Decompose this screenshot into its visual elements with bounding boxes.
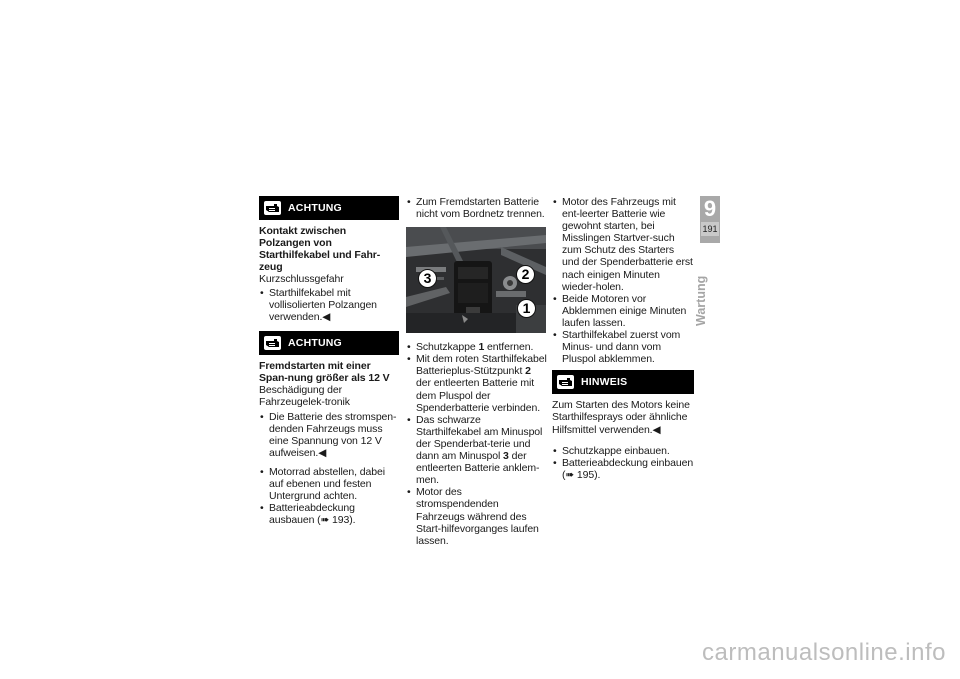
note-hand-icon (557, 375, 574, 389)
callout-1: 1 (517, 299, 536, 318)
column-middle (406, 196, 547, 547)
notice-hinweis (552, 370, 694, 394)
list-item: • Schutzkappe 1 entfernen. (406, 341, 547, 353)
list-item: • Schutzkappe einbauen. (552, 445, 694, 457)
warning-text-short-circuit: Kurzschlussgefahr (259, 273, 344, 285)
list-item: • Motorrad abstellen, dabei auf ebenen und festen Untergrund achten. (259, 466, 399, 502)
column-right (552, 196, 694, 481)
warning-heading-voltage: Fremdstarten mit einer Span-nung größer als 12 V (259, 360, 390, 385)
chapter-tab (700, 196, 720, 243)
bullet-list (552, 196, 694, 365)
note-text: Zum Starten des Motors keine Starthilfesprays oder ähnliche Hilfsmittel verwenden.◀ (552, 399, 690, 436)
list-item: • Das schwarze Starthilfekabel am Minuspol der Spenderbat-terie und dann am Minuspol 3 der entleerten Batterie anklem-men. (406, 414, 547, 487)
battery-jumpstart-photo (406, 227, 546, 333)
list-item: • Die Batterie des stromspen-denden Fahrzeugs muss eine Spannung von 12 V aufweisen.◀ (259, 411, 399, 459)
notice-achtung-1 (259, 196, 399, 220)
watermark: carmanualsonline.info (702, 639, 946, 666)
list-item: • Starthilfekabel zuerst vom Minus- und dann vom Pluspol abklemmen. (552, 329, 694, 365)
callout-3: 3 (418, 269, 437, 288)
bullet-list (259, 411, 399, 459)
warning-hand-icon (264, 201, 281, 215)
warning-text-damage: Beschädigung der Fahrzeugelek-tronik (259, 384, 350, 409)
bullet-list (406, 341, 547, 547)
list-item: • Starthilfekabel mit vollisolierten Polzangen verwenden.◀ (259, 287, 399, 323)
notice-label: HINWEIS (581, 376, 628, 389)
list-item: • Motor des stromspendenden Fahrzeugs während des Start-hilfevorganges laufen lassen. (406, 486, 547, 546)
section-side-label: Wartung (694, 275, 708, 326)
warning-hand-icon (264, 336, 281, 350)
callout-2: 2 (516, 265, 535, 284)
chapter-number: 9 (703, 196, 717, 221)
list-item: • Beide Motoren vor Abklemmen einige Minuten laufen lassen. (552, 293, 694, 329)
bullet-list (259, 466, 399, 526)
warning-heading-contact: Kontakt zwischen Polzangen von Starthilfekabel und Fahr-zeug (259, 225, 381, 273)
bullet-list (259, 287, 399, 323)
list-item: • Mit dem roten Starthilfekabel Batterieplus-Stützpunkt 2 der entleerten Batterie mit dem Pluspol der Spenderbatterie verbinden. (406, 353, 547, 413)
list-item: • Batterieabdeckung einbauen (➠ 195). (552, 457, 694, 481)
column-left (259, 196, 399, 526)
bullet-list (406, 196, 547, 220)
bullet-list (552, 445, 694, 481)
page-number: 191 (702, 224, 718, 234)
notice-label: ACHTUNG (288, 337, 342, 350)
notice-label: ACHTUNG (288, 201, 342, 214)
notice-achtung-2 (259, 331, 399, 355)
list-item: • Batterieabdeckung ausbauen (➠ 193). (259, 502, 399, 526)
list-item: • Motor des Fahrzeugs mit ent-leerter Batterie wie gewohnt starten, bei Misslingen Startver-such zum Schutz des Starters und der Spenderbatterie erst nach einigen Minuten wieder-holen. (552, 196, 694, 293)
list-item: • Zum Fremdstarten Batterie nicht vom Bordnetz trennen. (406, 196, 547, 220)
